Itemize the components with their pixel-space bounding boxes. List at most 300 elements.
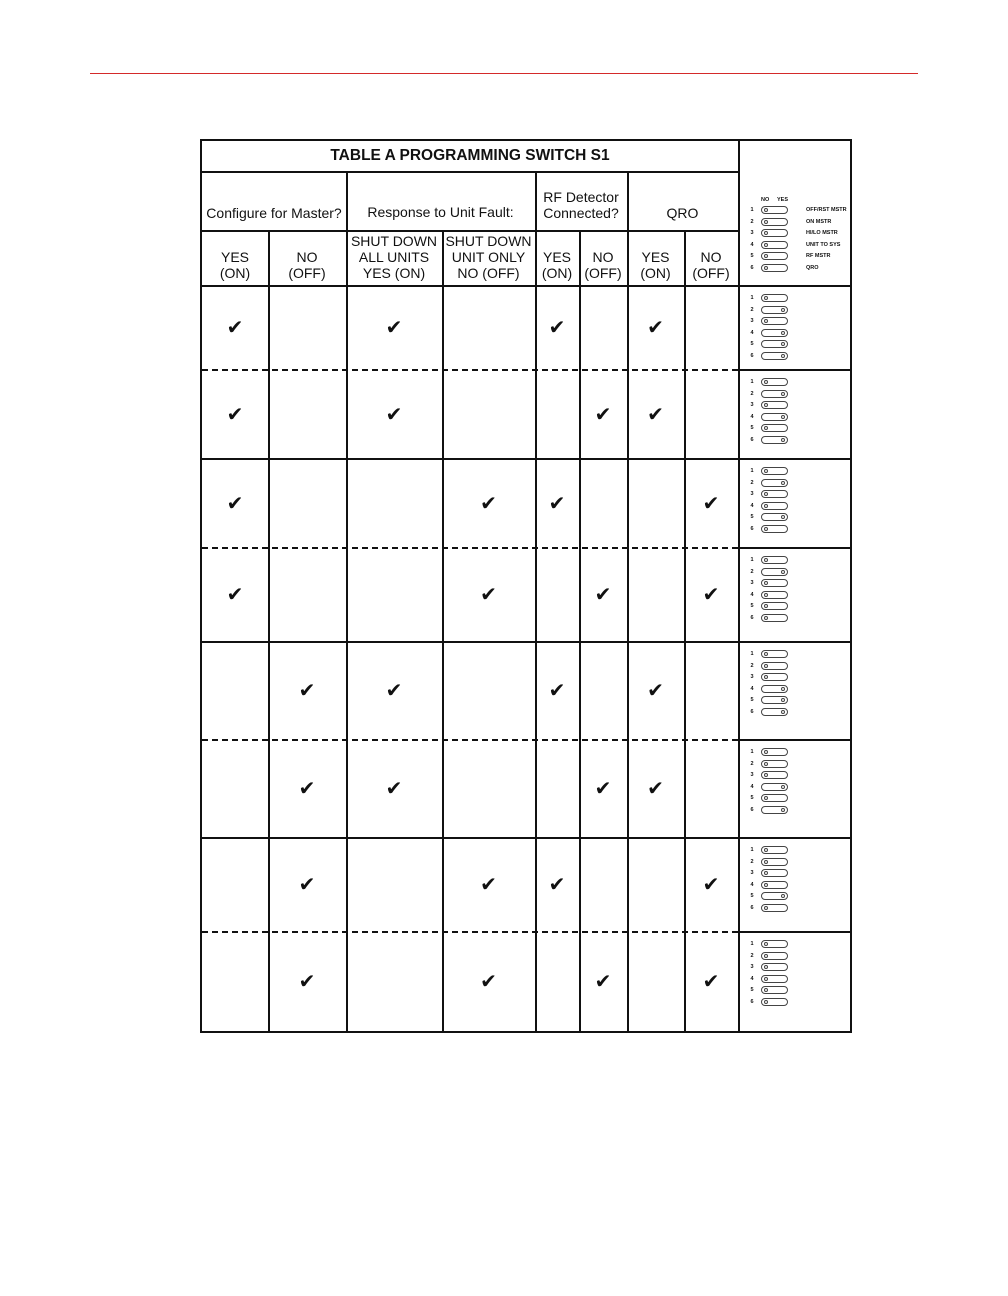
switch-toggle <box>761 892 788 900</box>
checkmark-row8-rf: ✔ <box>594 969 612 993</box>
switch-diagram-row-7-pos-5 <box>748 891 858 902</box>
subheader-qro-no <box>684 230 738 285</box>
switch-position-number: 1 <box>750 749 754 755</box>
switch-toggle-knob <box>781 687 785 691</box>
switch-position-number: 4 <box>750 413 754 420</box>
switch-function-label: ON MSTR <box>806 218 832 225</box>
switch-function-label: HI/LO MSTR <box>806 230 838 236</box>
switch-diagram-row-3-pos-1 <box>748 466 858 477</box>
group-rf-line-2: Connected? <box>543 205 619 221</box>
switch-diagram-row-8-pos-5 <box>748 985 858 996</box>
switch-toggle <box>761 252 788 260</box>
switch-position-number: 6 <box>750 998 754 1005</box>
switch-diagram-row-5-pos-5 <box>748 695 858 706</box>
switch-diagram-row-4-pos-3 <box>748 578 858 589</box>
switch-position-number: 4 <box>750 591 754 598</box>
table-title: TABLE A PROGRAMMING SWITCH S1 <box>202 141 738 173</box>
switch-toggle-knob <box>764 616 768 620</box>
checkmark-row7-rf: ✔ <box>548 872 566 896</box>
switch-toggle-knob <box>764 675 768 679</box>
checkmark-row3-qro: ✔ <box>702 490 720 515</box>
switch-position-number: 4 <box>750 241 754 248</box>
switch-diagram-row-3-pos-5 <box>748 512 858 523</box>
subheader-shut-unit-line-2: UNIT ONLY <box>451 249 526 265</box>
switch-toggle <box>761 568 788 576</box>
subheader-master-yes-line-2: (ON) <box>219 265 251 281</box>
switch-diagram-row-1 <box>748 293 858 363</box>
switch-diagram-row-5-pos-4 <box>748 684 858 695</box>
divider-sub-2 <box>442 230 444 1031</box>
subheader-master-no-line-2: (OFF) <box>288 265 326 281</box>
switch-legend-header-no: NO <box>761 197 770 203</box>
checkmark-row5-qro: ✔ <box>647 678 664 702</box>
subheader-shut-all-line-3: YES (ON) <box>362 265 426 281</box>
switch-diagram-row-7-pos-2 <box>748 857 858 868</box>
divider-sub-1 <box>268 230 270 1031</box>
switch-toggle-knob <box>764 492 768 496</box>
switch-position-number: 4 <box>750 783 754 790</box>
switch-diagram-row-5-pos-6 <box>748 707 858 718</box>
switch-toggle <box>761 748 788 756</box>
checkmark-row4-master: ✔ <box>226 582 244 606</box>
switch-toggle <box>761 708 788 716</box>
switch-toggle <box>761 858 788 866</box>
switch-toggle <box>761 760 788 768</box>
switch-separator-3 <box>738 547 850 549</box>
switch-toggle-knob <box>764 906 768 910</box>
switch-diagram-row-2 <box>748 377 858 447</box>
switch-toggle <box>761 467 788 475</box>
switch-diagram-row-6-pos-4 <box>748 782 858 793</box>
switch-position-number: 1 <box>750 557 754 563</box>
switch-diagram-row-1-pos-3 <box>748 316 858 327</box>
checkmark-row1-fault: ✔ <box>385 315 403 339</box>
switch-toggle <box>761 986 788 994</box>
switch-position-number: 3 <box>750 402 754 408</box>
switch-function-label: UNIT TO SYS <box>806 241 841 248</box>
switch-diagram-row-4-pos-5 <box>748 601 858 612</box>
switch-toggle <box>761 424 788 432</box>
checkmark-row2-qro: ✔ <box>647 401 664 426</box>
switch-position-number: 6 <box>750 436 754 443</box>
switch-position-number: 6 <box>750 806 754 813</box>
subheader-rf-yes-line-1: YES <box>542 249 571 265</box>
subheader-rf-no <box>579 230 627 285</box>
switch-position-number: 5 <box>750 514 754 520</box>
switch-toggle <box>761 869 788 877</box>
switch-toggle <box>761 881 788 889</box>
switch-position-number: 6 <box>750 904 754 911</box>
switch-legend-diagram-pos-5 <box>748 251 858 262</box>
switch-toggle <box>761 241 788 249</box>
row-separator-3 <box>202 547 738 549</box>
switch-diagram-row-4-pos-2 <box>748 567 858 578</box>
switch-toggle-knob <box>764 977 768 981</box>
subheader-shut-unit-line-1: SHUT DOWN <box>445 233 532 249</box>
group-qro: QRO <box>666 205 699 221</box>
switch-position-number: 5 <box>750 987 754 993</box>
switch-toggle <box>761 479 788 487</box>
switch-toggle-knob <box>781 415 785 419</box>
switch-position-number: 6 <box>750 525 754 532</box>
switch-toggle <box>761 685 788 693</box>
subheader-master-no <box>268 230 346 285</box>
switch-toggle <box>761 294 788 302</box>
switch-toggle <box>761 329 788 337</box>
switch-position-number: 4 <box>750 975 754 982</box>
checkmark-row7-qro: ✔ <box>702 872 720 896</box>
switch-toggle-knob <box>764 871 768 875</box>
switch-position-number: 5 <box>750 425 754 431</box>
switch-toggle-knob <box>764 426 768 430</box>
switch-diagram-row-5 <box>748 649 858 719</box>
subheader-qro-no-line-1: NO <box>700 249 722 265</box>
switch-diagram-row-8-pos-2 <box>748 951 858 962</box>
switch-toggle <box>761 846 788 854</box>
switch-toggle-knob <box>781 481 785 485</box>
switch-diagram-row-8-pos-4 <box>748 974 858 985</box>
switch-diagram-row-8 <box>748 939 858 1009</box>
switch-toggle-knob <box>764 254 768 258</box>
switch-diagram-row-7-pos-4 <box>748 880 858 891</box>
switch-function-label: QRO <box>806 264 819 271</box>
switch-toggle-knob <box>764 988 768 992</box>
page-top-rule <box>90 73 918 74</box>
subheader-shut-all-line-2: ALL UNITS <box>358 249 430 265</box>
switch-diagram-row-6-pos-6 <box>748 805 858 816</box>
switch-position-number: 5 <box>750 697 754 703</box>
subheader-rf-no-line-1: NO <box>592 249 614 265</box>
switch-diagram-row-6-pos-2 <box>748 759 858 770</box>
switch-position-number: 3 <box>750 230 754 236</box>
group-rf <box>535 189 627 221</box>
checkmark-row7-fault: ✔ <box>480 872 497 896</box>
checkmark-row4-fault: ✔ <box>480 582 497 606</box>
switch-diagram-row-2-pos-4 <box>748 412 858 423</box>
switch-toggle-knob <box>781 438 785 442</box>
switch-toggle-knob <box>764 664 768 668</box>
checkmark-row7-master: ✔ <box>298 872 316 896</box>
switch-function-label: RF MSTR <box>806 253 831 259</box>
switch-position-number: 1 <box>750 295 754 301</box>
switch-position-number: 5 <box>750 253 754 259</box>
subheader-master-yes-line-1: YES <box>220 249 249 265</box>
switch-toggle <box>761 673 788 681</box>
switch-toggle-knob <box>764 319 768 323</box>
checkmark-row3-fault: ✔ <box>480 490 497 515</box>
switch-toggle-knob <box>764 773 768 777</box>
switch-diagram-row-6-pos-5 <box>748 793 858 804</box>
switch-toggle-knob <box>764 558 768 562</box>
switch-toggle-knob <box>764 266 768 270</box>
switch-diagram-row-7-pos-6 <box>748 903 858 914</box>
switch-diagram-row-1-pos-2 <box>748 305 858 316</box>
divider-sub-4 <box>684 230 686 1031</box>
checkmark-row2-fault: ✔ <box>385 401 403 426</box>
switch-diagram-row-3 <box>748 466 858 536</box>
switch-position-number: 2 <box>750 858 754 865</box>
switch-diagram-row-4-pos-6 <box>748 613 858 624</box>
subheader-rf-yes <box>535 230 579 285</box>
checkmark-row5-rf: ✔ <box>548 678 566 702</box>
switch-toggle-knob <box>764 208 768 212</box>
switch-position-number: 3 <box>750 580 754 586</box>
switch-toggle <box>761 602 788 610</box>
subheader-master-no-line-1: NO <box>296 249 318 265</box>
row-separator-6 <box>202 837 850 839</box>
switch-toggle-knob <box>764 965 768 969</box>
row-separator-4 <box>202 641 850 643</box>
checkmark-row3-rf: ✔ <box>548 490 566 515</box>
programming-switch-table <box>200 139 852 1033</box>
switch-toggle-knob <box>764 243 768 247</box>
switch-toggle <box>761 579 788 587</box>
switch-toggle <box>761 696 788 704</box>
switch-toggle <box>761 952 788 960</box>
switch-toggle-knob <box>781 698 785 702</box>
switch-toggle <box>761 413 788 421</box>
subheader-shut-all-line-1: SHUT DOWN <box>350 233 438 249</box>
checkmark-row6-rf: ✔ <box>594 776 612 800</box>
switch-diagram-row-7-pos-3 <box>748 868 858 879</box>
switch-position-number: 2 <box>750 390 754 397</box>
switch-position-number: 6 <box>750 708 754 715</box>
switch-toggle-knob <box>764 504 768 508</box>
switch-toggle <box>761 940 788 948</box>
switch-toggle-knob <box>781 392 785 396</box>
switch-toggle <box>761 390 788 398</box>
switch-position-number: 3 <box>750 870 754 876</box>
switch-toggle-knob <box>764 593 768 597</box>
switch-diagram-row-3-pos-4 <box>748 501 858 512</box>
switch-legend-diagram-pos-3 <box>748 228 858 239</box>
switch-separator-5 <box>738 739 850 741</box>
switch-position-number: 2 <box>750 662 754 669</box>
subheader-shut-unit-line-3: NO (OFF) <box>457 265 520 281</box>
switch-toggle <box>761 436 788 444</box>
subheader-qro-yes <box>627 230 684 285</box>
checkmark-row2-rf: ✔ <box>594 401 612 426</box>
checkmark-row5-fault: ✔ <box>385 678 403 702</box>
switch-legend-diagram-pos-4 <box>748 240 858 251</box>
checkmark-row1-master: ✔ <box>226 315 244 339</box>
switch-toggle <box>761 206 788 214</box>
switch-position-number: 1 <box>750 379 754 385</box>
switch-toggle-knob <box>764 750 768 754</box>
switch-diagram-row-1-pos-1 <box>748 293 858 304</box>
switch-toggle-knob <box>764 860 768 864</box>
switch-toggle-knob <box>764 1000 768 1004</box>
switch-toggle-knob <box>764 942 768 946</box>
checkmark-row6-master: ✔ <box>298 776 316 800</box>
switch-diagram-row-6 <box>748 747 858 817</box>
switch-toggle <box>761 650 788 658</box>
checkmark-row1-qro: ✔ <box>647 315 664 339</box>
switch-toggle-knob <box>781 331 785 335</box>
divider-group-3 <box>627 171 629 1031</box>
subheader-rf-yes-line-2: (ON) <box>541 265 573 281</box>
switch-legend-diagram <box>748 205 858 275</box>
switch-toggle <box>761 490 788 498</box>
subheader-qro-yes-line-1: YES <box>641 249 670 265</box>
group-master: Configure for Master? <box>206 205 342 221</box>
switch-position-number: 4 <box>750 502 754 509</box>
switch-toggle <box>761 904 788 912</box>
switch-function-label: OFF/RST MSTR <box>806 207 847 213</box>
switch-position-number: 6 <box>750 352 754 359</box>
switch-legend-header-yes: YES <box>777 197 789 203</box>
switch-diagram-row-7-pos-1 <box>748 845 858 856</box>
row-separator-1 <box>202 369 738 371</box>
switch-position-number: 2 <box>750 952 754 959</box>
checkmark-row5-master: ✔ <box>298 678 316 702</box>
switch-diagram-row-6-pos-1 <box>748 747 858 758</box>
switch-toggle <box>761 502 788 510</box>
switch-toggle-knob <box>764 296 768 300</box>
switch-diagram-row-2-pos-1 <box>748 377 858 388</box>
switch-toggle-knob <box>764 581 768 585</box>
switch-legend-diagram-pos-2 <box>748 217 858 228</box>
switch-toggle <box>761 352 788 360</box>
switch-toggle <box>761 306 788 314</box>
switch-legend-diagram-pos-6 <box>748 263 858 274</box>
switch-diagram-row-8-pos-3 <box>748 962 858 973</box>
switch-toggle-knob <box>764 527 768 531</box>
switch-toggle <box>761 340 788 348</box>
switch-diagram-row-4-pos-1 <box>748 555 858 566</box>
switch-toggle <box>761 513 788 521</box>
switch-position-number: 4 <box>750 881 754 888</box>
switch-diagram-row-8-pos-6 <box>748 997 858 1008</box>
switch-diagram-row-8-pos-1 <box>748 939 858 950</box>
switch-diagram-row-1-pos-4 <box>748 328 858 339</box>
switch-separator-1 <box>738 369 850 371</box>
switch-toggle-knob <box>781 894 785 898</box>
switch-diagram-row-6-pos-3 <box>748 770 858 781</box>
switch-diagram-row-3-pos-6 <box>748 524 858 535</box>
switch-position-number: 3 <box>750 772 754 778</box>
checkmark-row6-fault: ✔ <box>385 776 403 800</box>
switch-toggle <box>761 556 788 564</box>
switch-toggle-knob <box>764 954 768 958</box>
switch-diagram-row-2-pos-2 <box>748 389 858 400</box>
switch-toggle-knob <box>764 652 768 656</box>
switch-toggle-knob <box>764 380 768 384</box>
switch-toggle-knob <box>781 785 785 789</box>
subheader-rf-no-line-2: (OFF) <box>584 265 622 281</box>
switch-toggle-knob <box>781 354 785 358</box>
switch-toggle <box>761 783 788 791</box>
subheader-qro-yes-line-2: (ON) <box>640 265 671 281</box>
switch-toggle <box>761 264 788 272</box>
switch-diagram-row-2-pos-3 <box>748 400 858 411</box>
switch-position-number: 5 <box>750 603 754 609</box>
switch-position-number: 2 <box>750 568 754 575</box>
switch-toggle-knob <box>764 762 768 766</box>
switch-diagram-row-3-pos-3 <box>748 489 858 500</box>
subheader-shut-all <box>346 230 442 285</box>
switch-toggle-knob <box>781 808 785 812</box>
switch-toggle <box>761 401 788 409</box>
checkmark-row8-master: ✔ <box>298 969 316 993</box>
switch-position-number: 1 <box>750 847 754 853</box>
checkmark-row3-master: ✔ <box>226 490 244 515</box>
divider-group-1 <box>346 171 348 1031</box>
switch-diagram-row-4-pos-4 <box>748 590 858 601</box>
switch-toggle-knob <box>781 570 785 574</box>
switch-position-number: 1 <box>750 651 754 657</box>
switch-position-number: 5 <box>750 795 754 801</box>
subheader-qro-no-line-2: (OFF) <box>692 265 730 281</box>
switch-toggle <box>761 662 788 670</box>
switch-toggle-knob <box>764 848 768 852</box>
switch-toggle-knob <box>764 604 768 608</box>
switch-position-number: 2 <box>750 479 754 486</box>
switch-diagram-row-7 <box>748 845 858 915</box>
switch-toggle-knob <box>781 710 785 714</box>
switch-toggle-knob <box>781 342 785 346</box>
subheader-master-yes <box>202 230 268 285</box>
row-separator-7 <box>202 931 738 933</box>
switch-diagram-row-1-pos-6 <box>748 351 858 362</box>
switch-toggle <box>761 591 788 599</box>
checkmark-row6-qro: ✔ <box>647 776 664 800</box>
checkmark-row4-qro: ✔ <box>702 582 720 606</box>
switch-diagram-row-5-pos-1 <box>748 649 858 660</box>
divider-switch-column <box>738 141 740 1031</box>
row-separator-5 <box>202 739 738 741</box>
switch-position-number: 6 <box>750 264 754 271</box>
checkmark-row8-qro: ✔ <box>702 969 720 993</box>
switch-position-number: 5 <box>750 893 754 899</box>
switch-position-number: 3 <box>750 674 754 680</box>
switch-diagram-row-2-pos-5 <box>748 423 858 434</box>
switch-position-number: 2 <box>750 760 754 767</box>
switch-diagram-row-5-pos-3 <box>748 672 858 683</box>
switch-position-number: 3 <box>750 491 754 497</box>
switch-diagram-row-5-pos-2 <box>748 661 858 672</box>
switch-position-number: 4 <box>750 329 754 336</box>
switch-position-number: 2 <box>750 306 754 313</box>
switch-separator-7 <box>738 931 850 933</box>
switch-position-number: 2 <box>750 218 754 225</box>
checkmark-row8-fault: ✔ <box>480 969 497 993</box>
switch-position-number: 5 <box>750 341 754 347</box>
switch-toggle <box>761 975 788 983</box>
switch-toggle-knob <box>781 308 785 312</box>
switch-position-number: 6 <box>750 614 754 621</box>
switch-position-number: 3 <box>750 318 754 324</box>
switch-diagram-row-3-pos-2 <box>748 478 858 489</box>
switch-legend-diagram-pos-1 <box>748 205 858 216</box>
switch-toggle-knob <box>764 883 768 887</box>
switch-toggle <box>761 229 788 237</box>
switch-toggle-knob <box>764 796 768 800</box>
group-rf-line-1: RF Detector <box>543 189 619 205</box>
checkmark-row4-rf: ✔ <box>594 582 612 606</box>
switch-toggle <box>761 794 788 802</box>
row-separator-2 <box>202 458 850 460</box>
switch-toggle <box>761 806 788 814</box>
switch-toggle-knob <box>764 220 768 224</box>
switch-toggle-knob <box>781 515 785 519</box>
switch-position-number: 1 <box>750 468 754 474</box>
switch-toggle <box>761 998 788 1006</box>
divider-sub-3 <box>579 230 581 1031</box>
switch-position-number: 3 <box>750 964 754 970</box>
switch-toggle-knob <box>764 403 768 407</box>
switch-toggle <box>761 378 788 386</box>
